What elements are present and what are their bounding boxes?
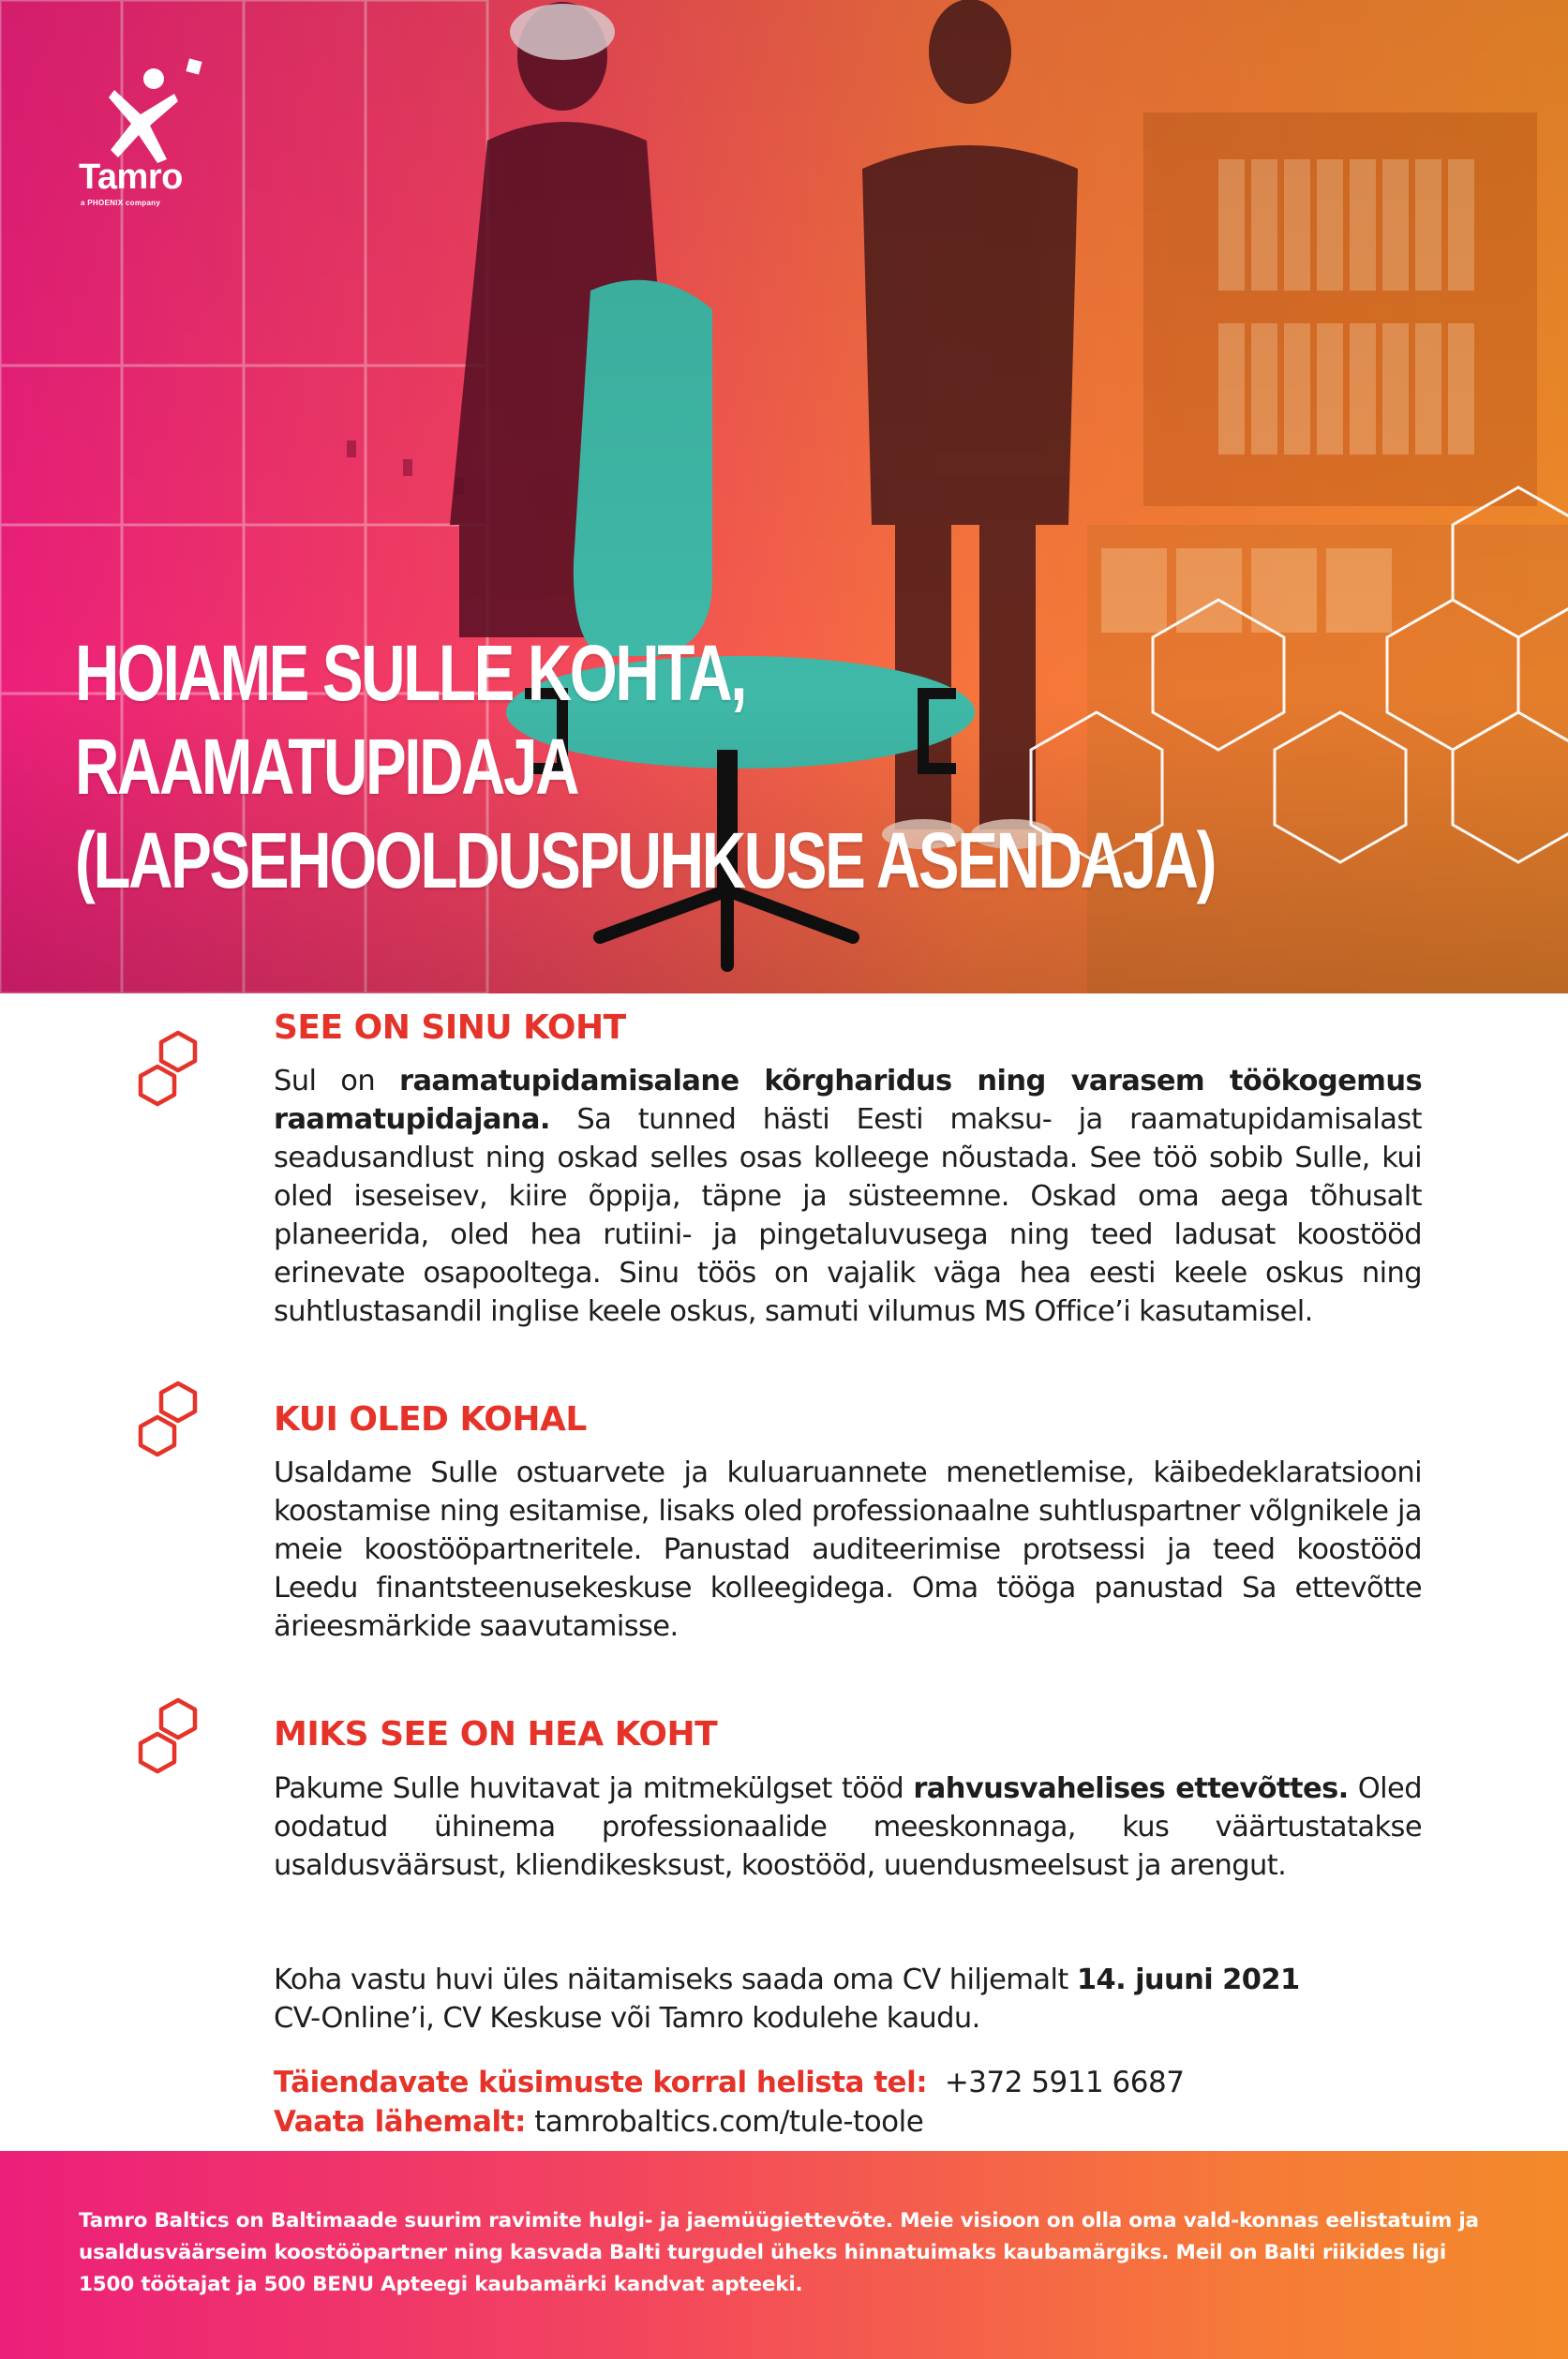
hexagon-pair-icon bbox=[135, 1380, 201, 1470]
brand-name: Tamro bbox=[79, 157, 183, 197]
section-title-kui-oled-kohal: KUI OLED KOHAL bbox=[274, 1400, 587, 1439]
apply-instructions bbox=[274, 1961, 1436, 2038]
footer-company-description: Tamro Baltics on Baltimaade suurim ravimite hulgi- ja jaemüügiettevõte. Meie visioon on olla oma vald-konnas eelistatuim ja usaldusväärseim koostööpartner ning kasvada Balti turgudel üheks hinnatuimaks kaubamärgiks. Meil on Balti riikides ligi 1500 töötajat ja 500 BENU Apteegi kaubamärki kandvat apteeki. bbox=[79, 2209, 1479, 2296]
apply-channels: CV-Online’i, CV Keskuse või Tamro kodulehe kaudu. bbox=[274, 2002, 980, 2035]
section-title-miks-see-on-hea-koht: MIKS SEE ON HEA KOHT bbox=[274, 1715, 718, 1754]
brand-subline: a PHOENIX company bbox=[81, 199, 161, 207]
hero-banner bbox=[0, 0, 1568, 993]
section-text-part: Sul on bbox=[274, 1065, 399, 1097]
section-text-bold: rahvusvahelises ettevõttes. bbox=[913, 1772, 1349, 1805]
section-text-part: Oled oodatud ühinema professionaalide meeskonnaga, kus väärtustatakse usaldusväärsust, kliendikesksust, koostööd, uuendusmeelsust ja arengut. bbox=[274, 1772, 1422, 1882]
section-text-kui-oled-kohal: Usaldame Sulle ostuarvete ja kuluaruannete menetlemise, käibedeklaratsiooni koostamise ning esitamise, lisaks oled professionaalne suhtluspartner võlgnikele ja meie koostööpartneritele. Panustad auditeerimise protsessi ja teed koostööd Leedu finantsteenusekeskuse kolleegidega. Oma tööga panustad Sa ettevõtte ärieesmärkide saavutamisse. bbox=[274, 1456, 1422, 1643]
phone-label: Täiendavate küsimuste korral helista tel: bbox=[274, 2066, 928, 2099]
headline-line-3: (LAPSEHOOLDUSPUHKUSE ASENDAJA) bbox=[75, 816, 1216, 904]
footer-banner bbox=[0, 2151, 1568, 2359]
section-text-part: Sa tunned hästi Eesti maksu- ja raamatupidamisalast seadusandlust ning oskad selles osas kolleege nõustada. See töö sobib Sulle, kui oled iseseisev, kiire õppija, täpne ja süsteemne. Oskad oma aega tõhusalt planeerida, oled hea rutiini- ja pingetaluvusega ning teed ladusat koostööd erinevate osapooltega. Sinu töös on vajalik väga hea eesti keele oskus ning suhtlustasandil inglise keele oskus, samuti vilumus MS Office’i kasutamisel. bbox=[274, 1103, 1422, 1328]
section-text-miks-see-on-hea-koht bbox=[274, 1769, 1422, 1885]
hexagon-pair-icon bbox=[135, 1029, 201, 1119]
headline-line-2: RAAMATUPIDAJA bbox=[75, 723, 578, 811]
apply-deadline: 14. juuni 2021 bbox=[1076, 1963, 1300, 1996]
hexagon-pair-icon bbox=[135, 1696, 201, 1786]
headline bbox=[75, 626, 1215, 907]
career-link[interactable]: tamrobaltics.com/tule-toole bbox=[534, 2105, 924, 2139]
section-text-see-on-sinu-koht bbox=[274, 1062, 1422, 1331]
section-title-see-on-sinu-koht: SEE ON SINU KOHT bbox=[274, 1008, 626, 1047]
contact-link-line bbox=[274, 2105, 923, 2139]
phone-number[interactable]: +372 5911 6687 bbox=[944, 2066, 1185, 2099]
section-text-bold: raamatupidamisalane kõrgharidus ning varasem töökogemus raamatupidajana. bbox=[274, 1065, 1422, 1136]
contact-phone-line bbox=[274, 2066, 1184, 2099]
section-text-part: Pakume Sulle huvitavat ja mitmekülgset tööd bbox=[274, 1772, 914, 1805]
apply-text: Koha vastu huvi üles näitamiseks saada oma CV hiljemalt bbox=[274, 1963, 1077, 1996]
link-label: Vaata lähemalt: bbox=[274, 2105, 526, 2139]
headline-line-1: HOIAME SULLE KOHTA, bbox=[75, 629, 746, 717]
